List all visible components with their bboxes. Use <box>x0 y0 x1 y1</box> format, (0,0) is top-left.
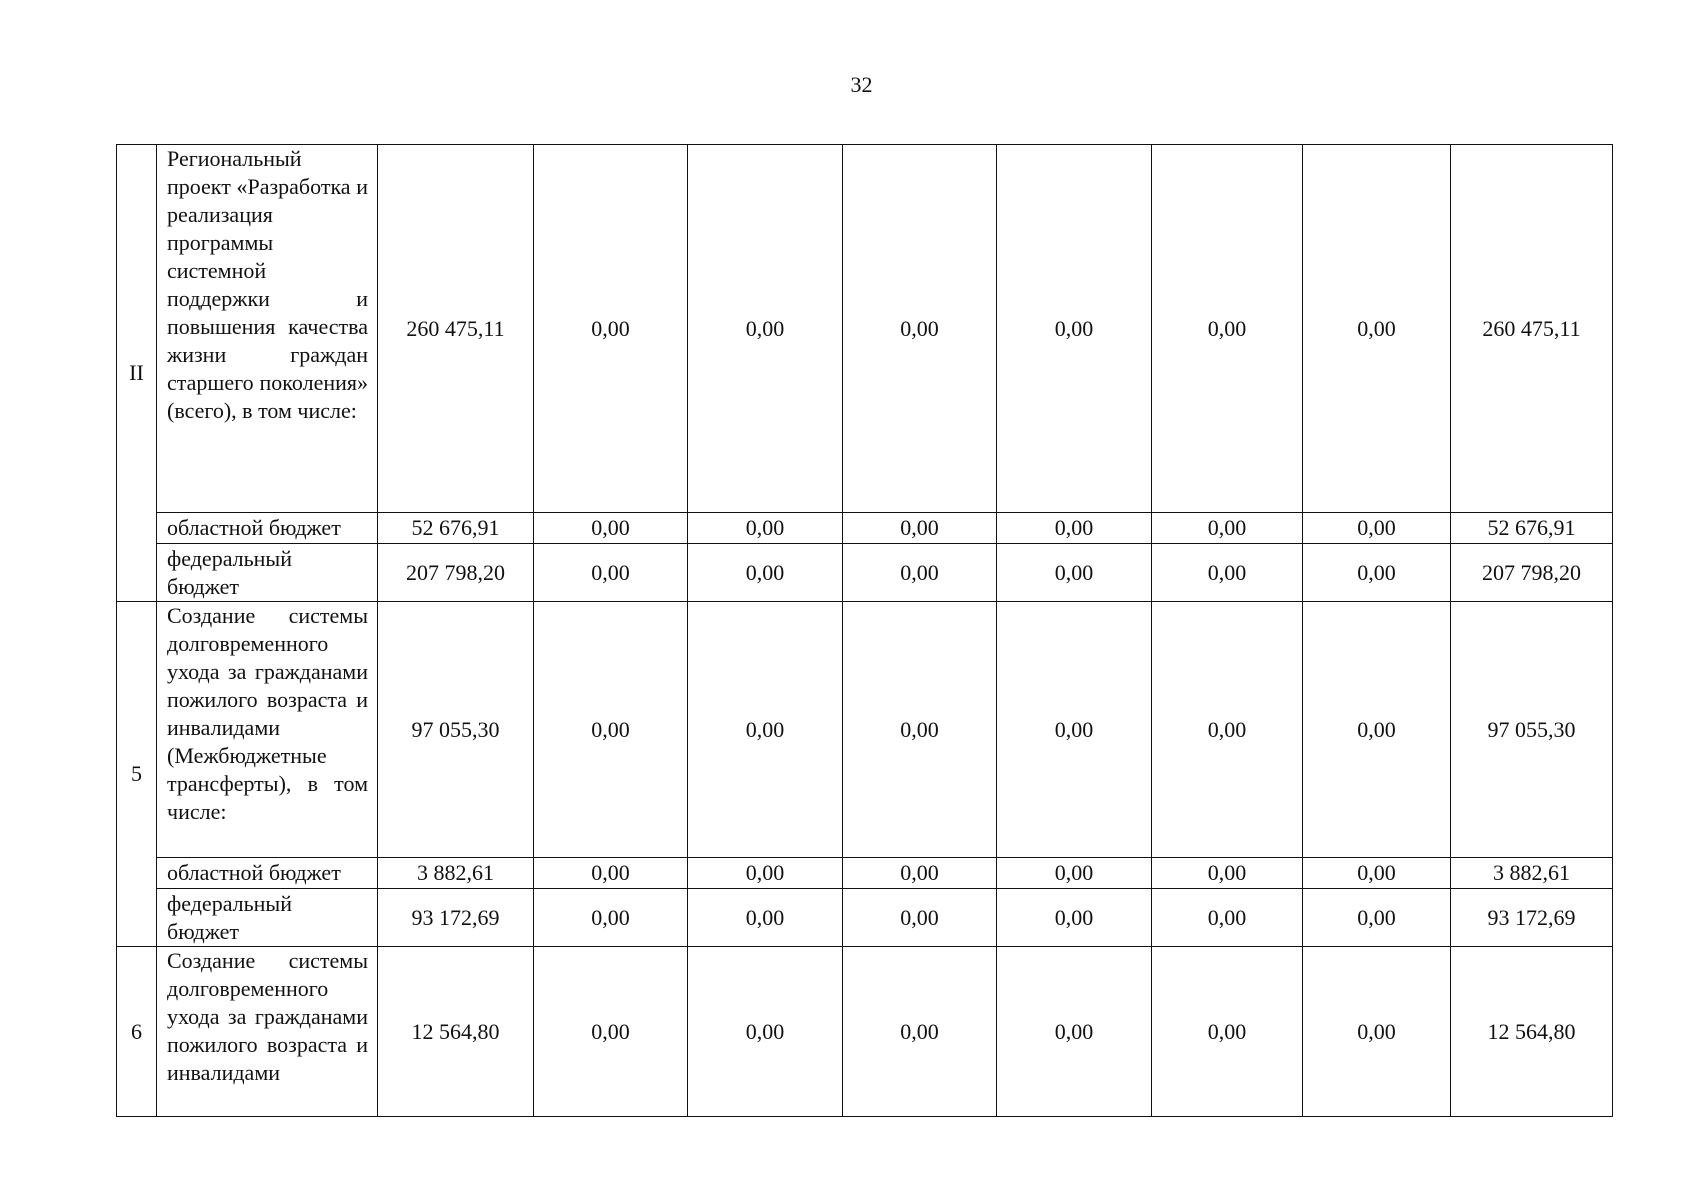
value-cell: 93 172,69 <box>378 889 534 947</box>
value-cell: 0,00 <box>534 513 688 544</box>
value-cell: 0,00 <box>1152 947 1303 1117</box>
table-row <box>117 544 1613 602</box>
value-cell: 0,00 <box>688 145 843 513</box>
value-cell: 12 564,80 <box>1451 947 1613 1117</box>
value-cell: 0,00 <box>534 544 688 602</box>
row-number-cell: 5 <box>117 602 157 947</box>
value-cell: 0,00 <box>1152 858 1303 889</box>
value-cell: 0,00 <box>843 513 997 544</box>
value-cell: 0,00 <box>1152 544 1303 602</box>
value-cell: 0,00 <box>997 544 1152 602</box>
value-cell: 93 172,69 <box>1451 889 1613 947</box>
value-cell: 260 475,11 <box>378 145 534 513</box>
page-number: 32 <box>850 72 873 97</box>
value-cell: 97 055,30 <box>378 602 534 858</box>
value-cell: 0,00 <box>534 947 688 1117</box>
value-cell: 0,00 <box>997 858 1152 889</box>
value-cell: 0,00 <box>534 889 688 947</box>
value-cell: 0,00 <box>534 602 688 858</box>
value-cell: 0,00 <box>1303 513 1451 544</box>
value-cell: 0,00 <box>843 947 997 1117</box>
row-name-cell: Создание системы долговременного ухода за гражданами пожилого возраста и инвалидами (Межбюджетные трансферты), в том числе: <box>157 602 378 858</box>
value-cell: 12 564,80 <box>378 947 534 1117</box>
budget-table <box>116 144 1613 1117</box>
value-cell: 0,00 <box>843 602 997 858</box>
value-cell: 0,00 <box>1152 889 1303 947</box>
value-cell: 0,00 <box>534 858 688 889</box>
row-name-cell: областной бюджет <box>157 513 378 544</box>
value-cell: 207 798,20 <box>378 544 534 602</box>
value-cell: 0,00 <box>1303 145 1451 513</box>
value-cell: 0,00 <box>688 947 843 1117</box>
value-cell: 0,00 <box>997 145 1152 513</box>
value-cell: 0,00 <box>688 513 843 544</box>
value-cell: 0,00 <box>843 889 997 947</box>
value-cell: 0,00 <box>1303 544 1451 602</box>
row-name-cell: Создание системы долговременного ухода за гражданами пожилого возраста и инвалидами <box>157 947 378 1117</box>
row-number-cell: 6 <box>117 947 157 1117</box>
value-cell: 97 055,30 <box>1451 602 1613 858</box>
row-name-cell: федеральный бюджет <box>157 889 378 947</box>
value-cell: 0,00 <box>688 544 843 602</box>
row-name-cell: областной бюджет <box>157 858 378 889</box>
table-row <box>117 947 1613 1117</box>
value-cell: 0,00 <box>1303 602 1451 858</box>
value-cell: 0,00 <box>1303 858 1451 889</box>
value-cell: 0,00 <box>843 858 997 889</box>
value-cell: 0,00 <box>997 513 1152 544</box>
value-cell: 0,00 <box>1152 513 1303 544</box>
value-cell: 0,00 <box>997 602 1152 858</box>
value-cell: 0,00 <box>1303 947 1451 1117</box>
table-row <box>117 602 1613 858</box>
value-cell: 260 475,11 <box>1451 145 1613 513</box>
value-cell: 0,00 <box>1152 602 1303 858</box>
value-cell: 207 798,20 <box>1451 544 1613 602</box>
value-cell: 3 882,61 <box>1451 858 1613 889</box>
table-row <box>117 858 1613 889</box>
value-cell: 3 882,61 <box>378 858 534 889</box>
value-cell: 0,00 <box>843 145 997 513</box>
value-cell: 52 676,91 <box>378 513 534 544</box>
value-cell: 0,00 <box>997 947 1152 1117</box>
value-cell: 0,00 <box>1152 145 1303 513</box>
value-cell: 0,00 <box>843 544 997 602</box>
row-name-cell: Региональный проект «Разработка и реализация программы системной поддержки и повышения качества жизни граждан старшего поколения» (всего), в том числе: <box>157 145 378 513</box>
value-cell: 0,00 <box>534 145 688 513</box>
row-number-cell: II <box>117 145 157 602</box>
value-cell: 0,00 <box>997 889 1152 947</box>
value-cell: 0,00 <box>688 858 843 889</box>
table-row <box>117 145 1613 513</box>
value-cell: 0,00 <box>688 889 843 947</box>
value-cell: 52 676,91 <box>1451 513 1613 544</box>
value-cell: 0,00 <box>1303 889 1451 947</box>
table-row <box>117 513 1613 544</box>
value-cell: 0,00 <box>688 602 843 858</box>
row-name-cell: федеральный бюджет <box>157 544 378 602</box>
table-row <box>117 889 1613 947</box>
